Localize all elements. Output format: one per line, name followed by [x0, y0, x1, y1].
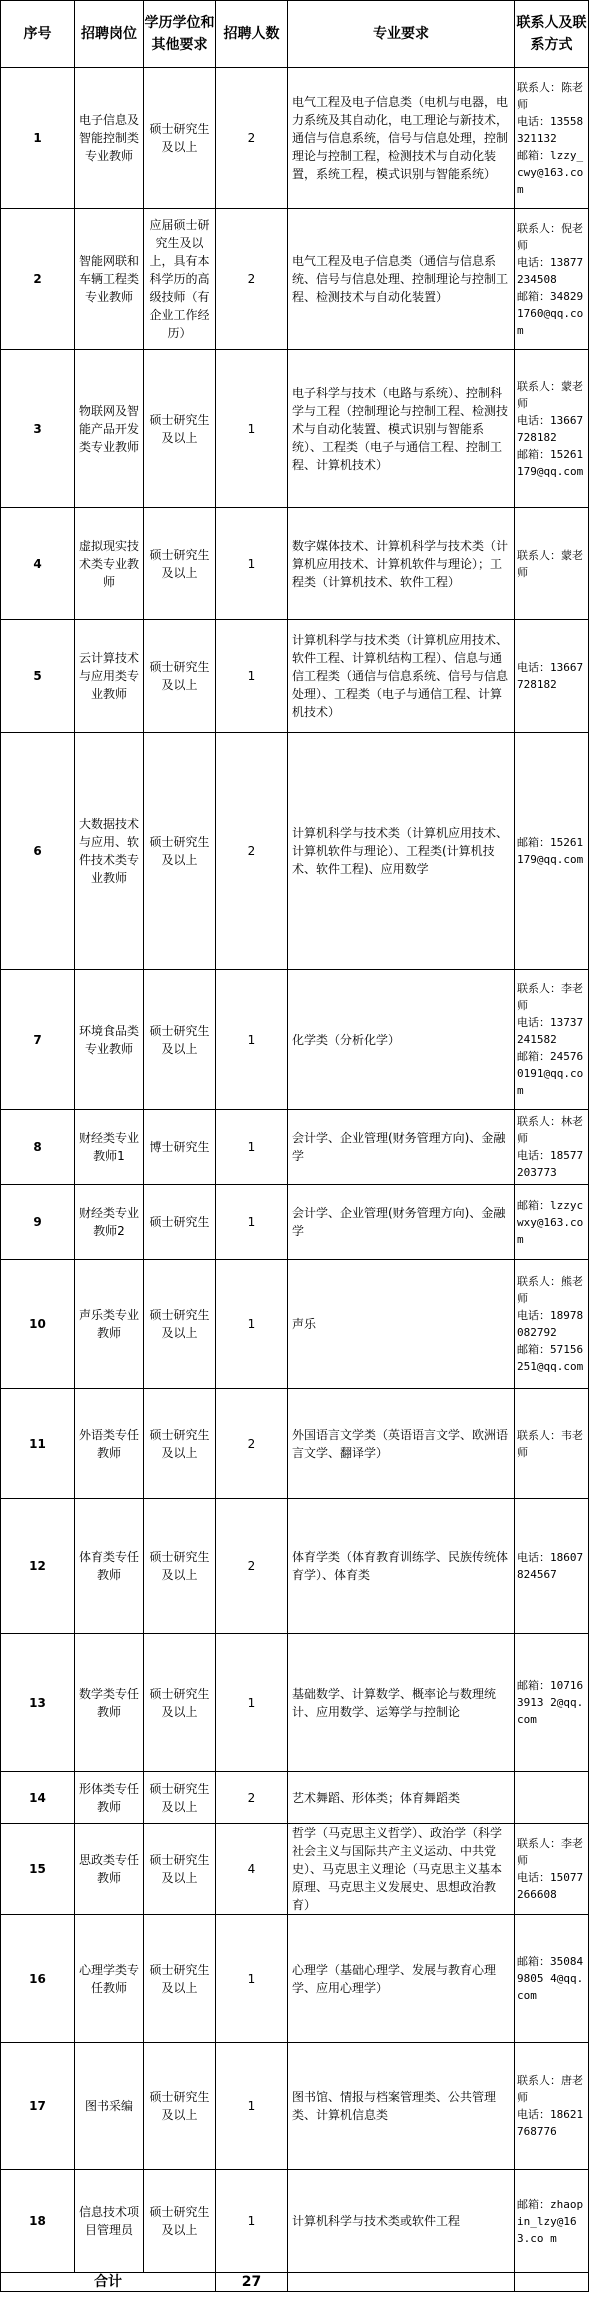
contact-line: 电话：18577203773	[517, 1149, 584, 1179]
row-contact	[515, 1915, 589, 2043]
contact-line: 邮箱：15261179@qq.com	[517, 447, 584, 478]
row-position: 数学类专任教师	[75, 1634, 144, 1772]
row-idx: 14	[1, 1772, 75, 1824]
header-contact: 联系人及联系方式	[515, 1, 589, 68]
contact-line: 联系人：唐老师	[517, 2074, 583, 2104]
row-count: 2	[216, 68, 288, 209]
row-major: 电气工程及电子信息类（通信与信息系统、信号与信息处理、控制理论与控制工程、检测技术与自动化装置）	[288, 209, 515, 350]
contact-line: 电话：13877234508	[517, 255, 584, 286]
row-count: 1	[216, 508, 288, 620]
contact-line: 联系人：蒙老师	[517, 548, 583, 579]
contact-line: 电话：13667728182	[517, 413, 584, 444]
row-degree: 硕士研究生及以上	[144, 2170, 216, 2273]
table-row	[1, 1110, 589, 1185]
row-contact	[515, 970, 589, 1110]
row-position: 体育类专任教师	[75, 1499, 144, 1634]
contact-line: 电话：13737241582	[517, 1016, 584, 1046]
row-count: 1	[216, 1110, 288, 1185]
row-contact	[515, 350, 589, 508]
row-degree: 硕士研究生	[144, 1185, 216, 1260]
row-idx: 5	[1, 620, 75, 733]
row-degree: 硕士研究生及以上	[144, 2043, 216, 2170]
row-contact	[515, 1110, 589, 1185]
row-degree: 硕士研究生及以上	[144, 1824, 216, 1915]
row-major: 哲学（马克思主义哲学）、政治学（科学社会主义与国际共产主义运动、中共党史）、马克思主义理论（马克思主义基本原理、马克思主义发展史、思想政治教育）	[288, 1824, 515, 1915]
contact-line: 邮箱：107163913 2@qq.com	[517, 1679, 584, 1726]
row-idx: 4	[1, 508, 75, 620]
row-position: 声乐类专业教师	[75, 1260, 144, 1389]
table-row	[1, 1772, 589, 1824]
contact-line: 电话：18978082792	[517, 1309, 584, 1339]
row-major: 计算机科学与技术类（计算机应用技术、软件工程、计算机结构工程）、信息与通信工程类（通信与信息系统、信号与信息处理）、工程类（电子与通信工程、计算机技术）	[288, 620, 515, 733]
row-contact	[515, 2043, 589, 2170]
table-row	[1, 508, 589, 620]
row-idx: 2	[1, 209, 75, 350]
row-degree: 硕士研究生及以上	[144, 1499, 216, 1634]
contact-line: 电话：13558321132	[517, 114, 584, 145]
table-row	[1, 2170, 589, 2273]
row-idx: 3	[1, 350, 75, 508]
row-count: 1	[216, 1634, 288, 1772]
row-count: 1	[216, 1915, 288, 2043]
row-position: 物联网及智能产品开发类专业教师	[75, 350, 144, 508]
row-degree: 硕士研究生及以上	[144, 1915, 216, 2043]
contact-line: 邮箱：245760191@qq.com	[517, 1050, 584, 1097]
table-body	[1, 68, 589, 2273]
header-position: 招聘岗位	[75, 1, 144, 68]
row-idx: 13	[1, 1634, 75, 1772]
header-row	[1, 1, 589, 68]
row-count: 2	[216, 1389, 288, 1499]
table-row	[1, 1499, 589, 1634]
row-degree: 硕士研究生及以上	[144, 1260, 216, 1389]
table-row	[1, 209, 589, 350]
table-row	[1, 970, 589, 1110]
header-count: 招聘人数	[216, 1, 288, 68]
row-major: 艺术舞蹈、形体类；体育舞蹈类	[288, 1772, 515, 1824]
total-blank	[515, 2273, 589, 2292]
row-contact	[515, 1772, 589, 1824]
row-major: 基础数学、计算数学、概率论与数理统计、应用数学、运筹学与控制论	[288, 1634, 515, 1772]
row-degree: 硕士研究生及以上	[144, 1634, 216, 1772]
row-degree: 应届硕士研究生及以上，具有本科学历的高级技师（有企业工作经历）	[144, 209, 216, 350]
contact-line: 联系人：韦老师	[517, 1428, 583, 1459]
row-position: 环境食品类专业教师	[75, 970, 144, 1110]
header-idx: 序号	[1, 1, 75, 68]
row-degree: 硕士研究生及以上	[144, 733, 216, 970]
row-major: 数字媒体技术、计算机科学与技术类（计算机应用技术、计算机软件与理论）；工程类（计算机技术、软件工程）	[288, 508, 515, 620]
row-major: 化学类（分析化学）	[288, 970, 515, 1110]
contact-line: 邮箱：lzzy_cwy@163.com	[517, 148, 584, 196]
row-contact	[515, 209, 589, 350]
row-position: 图书采编	[75, 2043, 144, 2170]
row-degree: 硕士研究生及以上	[144, 1389, 216, 1499]
row-major: 会计学、企业管理(财务管理方向)、金融学	[288, 1110, 515, 1185]
row-degree: 硕士研究生及以上	[144, 1772, 216, 1824]
row-major: 会计学、企业管理(财务管理方向)、金融学	[288, 1185, 515, 1260]
table-row	[1, 1915, 589, 2043]
row-idx: 15	[1, 1824, 75, 1915]
row-major: 心理学（基础心理学、发展与教育心理学、应用心理学）	[288, 1915, 515, 2043]
row-position: 电子信息及智能控制类专业教师	[75, 68, 144, 209]
row-idx: 6	[1, 733, 75, 970]
row-degree: 硕士研究生及以上	[144, 350, 216, 508]
table-row	[1, 68, 589, 209]
row-major: 电气工程及电子信息类（电机与电器，电力系统及其自动化，电工理论与新技术，通信与信息系统，信号与信息处理，控制理论与控制工程，检测技术与自动化装置，系统工程，模式识别与智能系统）	[288, 68, 515, 209]
row-count: 2	[216, 733, 288, 970]
contact-line: 电话：18607824567	[517, 1551, 584, 1581]
row-contact	[515, 1634, 589, 1772]
contact-line: 电话：15077266608	[517, 1871, 584, 1901]
row-count: 1	[216, 350, 288, 508]
row-position: 信息技术项目管理员	[75, 2170, 144, 2273]
row-degree: 硕士研究生及以上	[144, 970, 216, 1110]
table-row	[1, 733, 589, 970]
row-position: 思政类专任教师	[75, 1824, 144, 1915]
row-idx: 16	[1, 1915, 75, 2043]
row-major: 电子科学与技术（电路与系统）、控制科学与工程（控制理论与控制工程、检测技术与自动化装置、模式识别与智能系统）、工程类（电子与通信工程、控制工程、计算机技术）	[288, 350, 515, 508]
header-major: 专业要求	[288, 1, 515, 68]
total-blank	[288, 2273, 515, 2292]
table-row	[1, 1389, 589, 1499]
row-count: 1	[216, 1260, 288, 1389]
row-degree: 硕士研究生及以上	[144, 68, 216, 209]
row-position: 外语类专任教师	[75, 1389, 144, 1499]
contact-line: 联系人：倪老师	[517, 221, 583, 252]
row-count: 1	[216, 2170, 288, 2273]
row-contact	[515, 1389, 589, 1499]
row-contact	[515, 508, 589, 620]
row-major: 声乐	[288, 1260, 515, 1389]
contact-line: 邮箱：57156251@qq.com	[517, 1343, 584, 1373]
contact-line: 联系人：李老师	[517, 1837, 583, 1867]
row-contact	[515, 1824, 589, 1915]
row-position: 财经类专业教师1	[75, 1110, 144, 1185]
row-major: 计算机科学与技术类或软件工程	[288, 2170, 515, 2273]
contact-line: 联系人：熊老师	[517, 1275, 583, 1305]
row-contact	[515, 733, 589, 970]
header-degree: 学历学位和其他要求	[144, 1, 216, 68]
row-count: 2	[216, 1499, 288, 1634]
row-idx: 8	[1, 1110, 75, 1185]
contact-line: 电话：18621768776	[517, 2108, 584, 2138]
row-degree: 博士研究生	[144, 1110, 216, 1185]
row-count: 2	[216, 209, 288, 350]
row-degree: 硕士研究生及以上	[144, 620, 216, 733]
row-contact	[515, 68, 589, 209]
contact-line: 联系人：蒙老师	[517, 379, 583, 410]
contact-line: 邮箱：350849805 4@qq.com	[517, 1955, 584, 2002]
table-row	[1, 1260, 589, 1389]
total-value: 27	[216, 2273, 288, 2292]
row-idx: 7	[1, 970, 75, 1110]
row-position: 云计算技术与应用类专业教师	[75, 620, 144, 733]
row-major: 外国语言文学类（英语语言文学、欧洲语言文学、翻译学）	[288, 1389, 515, 1499]
row-idx: 9	[1, 1185, 75, 1260]
row-major: 体育学类（体育教育训练学、民族传统体育学）、体育类	[288, 1499, 515, 1634]
row-degree: 硕士研究生及以上	[144, 508, 216, 620]
contact-line: 联系人：李老师	[517, 982, 583, 1012]
total-row	[1, 2273, 589, 2292]
row-idx: 18	[1, 2170, 75, 2273]
row-count: 1	[216, 2043, 288, 2170]
row-position: 财经类专业教师2	[75, 1185, 144, 1260]
row-contact	[515, 1185, 589, 1260]
contact-line: 电话：13667728182	[517, 661, 584, 691]
row-idx: 17	[1, 2043, 75, 2170]
table-row	[1, 620, 589, 733]
table-row	[1, 1824, 589, 1915]
row-contact	[515, 1499, 589, 1634]
row-count: 1	[216, 1185, 288, 1260]
row-contact	[515, 2170, 589, 2273]
row-count: 1	[216, 620, 288, 733]
row-position: 大数据技术与应用、软件技术类专业教师	[75, 733, 144, 970]
row-position: 智能网联和车辆工程类专业教师	[75, 209, 144, 350]
row-major: 计算机科学与技术类（计算机应用技术、计算机软件与理论）、工程类(计算机技术、软件工程)、应用数学	[288, 733, 515, 970]
row-contact	[515, 1260, 589, 1389]
total-label: 合计	[1, 2273, 216, 2292]
row-idx: 11	[1, 1389, 75, 1499]
row-idx: 10	[1, 1260, 75, 1389]
table-row	[1, 1185, 589, 1260]
row-count: 2	[216, 1772, 288, 1824]
contact-line: 邮箱：348291760@qq.com	[517, 289, 584, 337]
contact-line: 联系人：陈老师	[517, 80, 583, 111]
contact-line: 邮箱：lzzycwxy@163.com	[517, 1198, 584, 1246]
row-contact	[515, 620, 589, 733]
row-position: 形体类专任教师	[75, 1772, 144, 1824]
table-row	[1, 1634, 589, 1772]
contact-line: 联系人：林老师	[517, 1115, 583, 1145]
row-idx: 12	[1, 1499, 75, 1634]
row-position: 虚拟现实技术类专业教师	[75, 508, 144, 620]
row-count: 4	[216, 1824, 288, 1915]
contact-line: 邮箱：15261179@qq.com	[517, 836, 584, 866]
contact-line: 邮箱：zhaopin_lzy@163.co m	[517, 2197, 584, 2245]
row-idx: 1	[1, 68, 75, 209]
row-major: 图书馆、情报与档案管理类、公共管理类、计算机信息类	[288, 2043, 515, 2170]
table-row	[1, 2043, 589, 2170]
row-position: 心理学类专任教师	[75, 1915, 144, 2043]
table-row	[1, 350, 589, 508]
row-count: 1	[216, 970, 288, 1110]
